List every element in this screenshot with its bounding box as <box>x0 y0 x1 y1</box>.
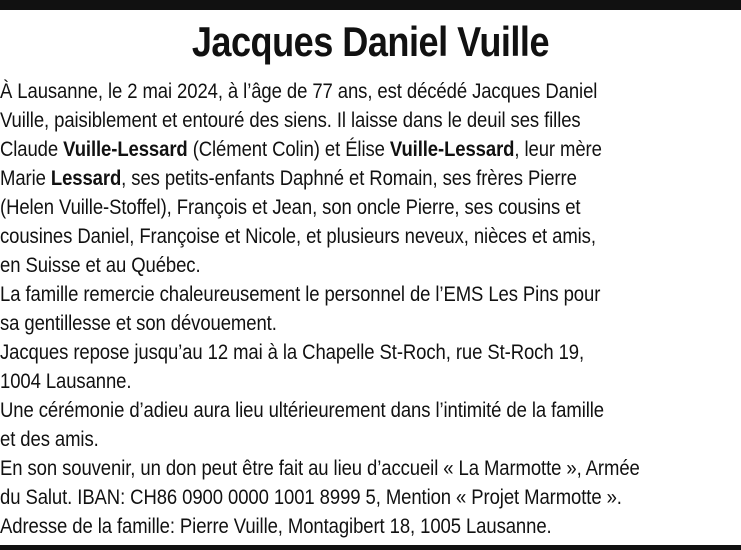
text-segment: Jacques repose jusqu’au 12 mai à la Chapelle St-Roch, rue St-Roch 19, <box>0 340 585 364</box>
text-line <box>0 396 741 425</box>
notice-title: Jacques Daniel Vuille <box>191 18 550 65</box>
notice-body <box>0 77 741 541</box>
text-segment: cousines Daniel, Françoise et Nicole, et plusieurs neveux, nièces et amis, <box>0 224 596 248</box>
text-segment: Vuille, paisiblement et entouré des siens. Il laisse dans le deuil ses filles <box>0 108 581 132</box>
text-line <box>0 135 741 164</box>
text-segment: À Lausanne, le 2 mai 2024, à l’âge de 77 ans, est décédé Jacques Daniel <box>0 79 598 103</box>
text-line <box>0 512 741 541</box>
text-line <box>0 193 741 222</box>
text-line <box>0 222 741 251</box>
notice-paragraph <box>0 396 741 454</box>
text-segment: , ses petits-enfants Daphné et Romain, ses frères Pierre <box>121 166 577 190</box>
text-line <box>0 280 741 309</box>
bold-name: Vuille-Lessard <box>63 137 188 161</box>
text-segment: du Salut. IBAN: CH86 0900 0000 1001 8999 5, Mention « Projet Marmotte ». <box>0 485 622 509</box>
bold-name: Vuille-Lessard <box>389 137 515 161</box>
notice-paragraph <box>0 512 741 541</box>
text-segment: Claude <box>0 137 64 161</box>
bold-name: Lessard <box>50 166 122 190</box>
text-line <box>0 367 741 396</box>
notice-paragraph <box>0 280 741 338</box>
bottom-border-rule <box>0 545 741 550</box>
text-segment: 1004 Lausanne. <box>0 369 132 393</box>
text-segment: (Clément Colin) et Élise <box>187 137 390 161</box>
notice-paragraph <box>0 77 741 280</box>
top-border-rule <box>0 0 741 10</box>
text-segment: La famille remercie chaleureusement le personnel de l’EMS Les Pins pour <box>0 282 601 306</box>
text-line <box>0 309 741 338</box>
text-segment: sa gentillesse et son dévouement. <box>0 311 277 335</box>
notice-paragraph <box>0 454 741 512</box>
text-segment: (Helen Vuille-Stoffel), François et Jean, son oncle Pierre, ses cousins et <box>0 195 581 219</box>
text-line <box>0 425 741 454</box>
text-segment: Marie <box>0 166 51 190</box>
text-line <box>0 483 741 512</box>
notice-paragraph <box>0 338 741 396</box>
text-line <box>0 251 741 280</box>
text-line <box>0 106 741 135</box>
text-segment: et des amis. <box>0 427 99 451</box>
text-segment: en Suisse et au Québec. <box>0 253 201 277</box>
text-line <box>0 454 741 483</box>
text-line <box>0 164 741 193</box>
text-segment: Une cérémonie d’adieu aura lieu ultérieurement dans l’intimité de la famille <box>0 398 604 422</box>
text-segment: En son souvenir, un don peut être fait au lieu d’accueil « La Marmotte », Armée <box>0 456 640 480</box>
text-segment: , leur mère <box>514 137 602 161</box>
text-line <box>0 338 741 367</box>
text-line <box>0 77 741 106</box>
text-segment: Adresse de la famille: Pierre Vuille, Montagibert 18, 1005 Lausanne. <box>0 514 552 538</box>
